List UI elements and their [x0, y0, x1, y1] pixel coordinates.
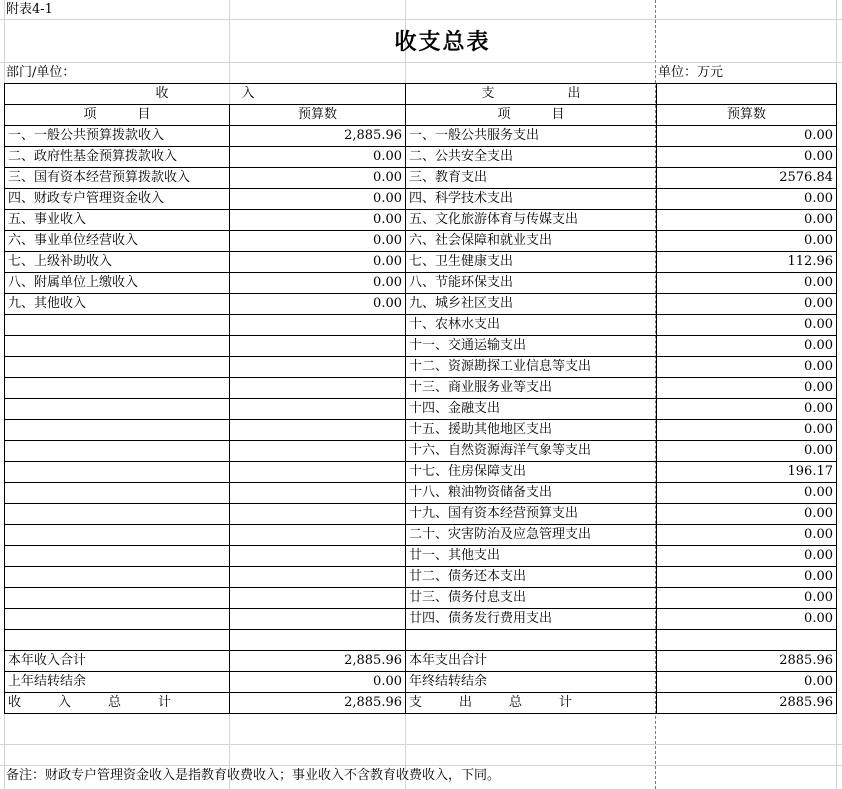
empty-cell — [5, 315, 230, 336]
empty-cell — [5, 336, 230, 357]
table-row — [5, 525, 837, 546]
expense-amount-cell: 0.00 — [657, 315, 837, 336]
income-amount-cell: 0.00 — [230, 147, 406, 168]
empty-cell — [230, 462, 406, 483]
income-item-cell: 五、事业收入 — [5, 210, 230, 231]
carryover-row — [5, 672, 837, 693]
empty-cell — [230, 567, 406, 588]
empty-cell — [5, 399, 230, 420]
expense-item-cell: 七、卫生健康支出 — [406, 252, 657, 273]
expense-amount-cell: 0.00 — [657, 357, 837, 378]
income-grand-total-row-label: 收 入 总 计 — [5, 693, 230, 714]
expense-item-cell: 一、一般公共服务支出 — [406, 126, 657, 147]
income-year-total-row-label: 本年收入合计 — [5, 651, 230, 672]
empty-cell — [230, 525, 406, 546]
expense-item-cell: 十二、资源勘探工业信息等支出 — [406, 357, 657, 378]
empty-cell — [5, 483, 230, 504]
budget-table — [4, 83, 837, 714]
empty-cell — [230, 336, 406, 357]
table-row — [5, 252, 837, 273]
table-row — [5, 336, 837, 357]
table-row — [5, 462, 837, 483]
empty-cell — [230, 588, 406, 609]
table-row — [5, 588, 837, 609]
expense-item-cell: 廿二、债务还本支出 — [406, 567, 657, 588]
expense-item-header: 项 目 — [406, 105, 657, 126]
unit-label: 单位：万元 — [658, 65, 724, 80]
column-header-row — [5, 105, 837, 126]
empty-cell — [5, 546, 230, 567]
expense-item-cell: 十、农林水支出 — [406, 315, 657, 336]
empty-cell — [406, 630, 657, 651]
empty-cell — [230, 546, 406, 567]
expense-item-cell: 八、节能环保支出 — [406, 273, 657, 294]
empty-cell — [5, 588, 230, 609]
expense-amount-cell: 0.00 — [657, 126, 837, 147]
table-row — [5, 294, 837, 315]
expense-item-cell: 二十、灾害防治及应急管理支出 — [406, 525, 657, 546]
expense-item-cell: 廿四、债务发行费用支出 — [406, 609, 657, 630]
table-row — [5, 546, 837, 567]
empty-cell — [230, 315, 406, 336]
expense-amount-cell: 0.00 — [657, 231, 837, 252]
expense-item-cell: 十六、自然资源海洋气象等支出 — [406, 441, 657, 462]
expense-amount-cell: 0.00 — [657, 273, 837, 294]
income-item-header: 项 目 — [5, 105, 230, 126]
income-item-cell: 一、一般公共预算拨款收入 — [5, 126, 230, 147]
expense-amount-cell: 112.96 — [657, 252, 837, 273]
expense-grand-total-row-amount: 2885.96 — [657, 693, 837, 714]
year-total-row — [5, 651, 837, 672]
expense-carryover-row-label: 年终结转结余 — [406, 672, 657, 693]
expense-item-cell: 五、文化旅游体育与传媒支出 — [406, 210, 657, 231]
table-row — [5, 567, 837, 588]
empty-cell — [5, 420, 230, 441]
empty-cell — [5, 462, 230, 483]
expense-item-cell: 十四、金融支出 — [406, 399, 657, 420]
income-grand-total-row-amount: 2,885.96 — [230, 693, 406, 714]
empty-cell — [230, 399, 406, 420]
expense-year-total-row-amount: 2885.96 — [657, 651, 837, 672]
section-header-row — [5, 84, 837, 105]
income-carryover-row-label: 上年结转结余 — [5, 672, 230, 693]
expense-amount-cell: 2576.84 — [657, 168, 837, 189]
income-amount-cell: 0.00 — [230, 168, 406, 189]
empty-cell — [5, 357, 230, 378]
income-carryover-row-amount: 0.00 — [230, 672, 406, 693]
expense-grand-total-row-label: 支 出 总 计 — [406, 693, 657, 714]
expense-amount-cell: 196.17 — [657, 462, 837, 483]
expense-amount-cell: 0.00 — [657, 567, 837, 588]
expense-item-cell: 廿三、债务付息支出 — [406, 588, 657, 609]
budget-table-body — [5, 84, 837, 714]
expense-amount-cell: 0.00 — [657, 441, 837, 462]
expense-amount-cell: 0.00 — [657, 147, 837, 168]
income-item-cell: 二、政府性基金预算拨款收入 — [5, 147, 230, 168]
income-year-total-row-amount: 2,885.96 — [230, 651, 406, 672]
expense-item-cell: 九、城乡社区支出 — [406, 294, 657, 315]
empty-cell — [5, 525, 230, 546]
expense-amount-cell: 0.00 — [657, 189, 837, 210]
empty-cell — [657, 630, 837, 651]
income-amount-cell: 2,885.96 — [230, 126, 406, 147]
empty-cell — [5, 609, 230, 630]
table-row — [5, 189, 837, 210]
expense-section-header: 支 出 — [406, 84, 657, 105]
expense-amount-header: 预算数 — [657, 105, 837, 126]
footnote: 备注：财政专户管理资金收入是指教育收费收入；事业收入不含教育收费收入，下同。 — [6, 768, 501, 783]
table-row — [5, 126, 837, 147]
expense-item-cell: 三、教育支出 — [406, 168, 657, 189]
income-amount-cell: 0.00 — [230, 210, 406, 231]
expense-amount-cell: 0.00 — [657, 588, 837, 609]
expense-amount-cell: 0.00 — [657, 336, 837, 357]
grand-total-row — [5, 693, 837, 714]
expense-item-cell: 十七、住房保障支出 — [406, 462, 657, 483]
expense-amount-cell: 0.00 — [657, 546, 837, 567]
empty-cell — [657, 84, 837, 105]
table-row — [5, 441, 837, 462]
table-row — [5, 147, 837, 168]
expense-amount-cell: 0.00 — [657, 210, 837, 231]
expense-item-cell: 十一、交通运输支出 — [406, 336, 657, 357]
income-amount-cell: 0.00 — [230, 294, 406, 315]
expense-item-cell: 十三、商业服务业等支出 — [406, 378, 657, 399]
empty-cell — [230, 609, 406, 630]
empty-cell — [230, 441, 406, 462]
income-amount-cell: 0.00 — [230, 231, 406, 252]
table-row — [5, 399, 837, 420]
expense-amount-cell: 0.00 — [657, 504, 837, 525]
empty-cell — [230, 630, 406, 651]
table-row — [5, 483, 837, 504]
expense-year-total-row-label: 本年支出合计 — [406, 651, 657, 672]
expense-amount-cell: 0.00 — [657, 378, 837, 399]
expense-item-cell: 十五、援助其他地区支出 — [406, 420, 657, 441]
grid-line — [0, 744, 842, 745]
empty-cell — [230, 357, 406, 378]
grid-line — [0, 19, 842, 20]
expense-item-cell: 四、科学技术支出 — [406, 189, 657, 210]
income-item-cell: 九、其他收入 — [5, 294, 230, 315]
department-label: 部门/单位： — [6, 65, 76, 80]
expense-amount-cell: 0.00 — [657, 399, 837, 420]
table-row — [5, 273, 837, 294]
income-item-cell: 三、国有资本经营预算拨款收入 — [5, 168, 230, 189]
income-section-header: 收 入 — [5, 84, 406, 105]
income-amount-header: 预算数 — [230, 105, 406, 126]
page-title: 收支总表 — [394, 29, 491, 55]
income-amount-cell: 0.00 — [230, 252, 406, 273]
table-row — [5, 231, 837, 252]
expense-item-cell: 二、公共安全支出 — [406, 147, 657, 168]
expense-item-cell: 六、社会保障和就业支出 — [406, 231, 657, 252]
empty-cell — [230, 420, 406, 441]
blank-row — [5, 630, 837, 651]
income-item-cell: 六、事业单位经营收入 — [5, 231, 230, 252]
income-item-cell: 七、上级补助收入 — [5, 252, 230, 273]
empty-cell — [5, 567, 230, 588]
expense-carryover-row-amount: 0.00 — [657, 672, 837, 693]
empty-cell — [5, 630, 230, 651]
income-item-cell: 八、附属单位上缴收入 — [5, 273, 230, 294]
expense-item-cell: 十九、国有资本经营预算支出 — [406, 504, 657, 525]
table-row — [5, 378, 837, 399]
table-row — [5, 504, 837, 525]
income-amount-cell: 0.00 — [230, 189, 406, 210]
empty-cell — [5, 441, 230, 462]
table-row — [5, 420, 837, 441]
expense-amount-cell: 0.00 — [657, 294, 837, 315]
expense-amount-cell: 0.00 — [657, 420, 837, 441]
expense-item-cell: 十八、粮油物资储备支出 — [406, 483, 657, 504]
table-row — [5, 315, 837, 336]
sheet-label: 附表4-1 — [6, 2, 53, 17]
table-row — [5, 168, 837, 189]
table-row — [5, 210, 837, 231]
empty-cell — [5, 504, 230, 525]
income-amount-cell: 0.00 — [230, 273, 406, 294]
table-row — [5, 609, 837, 630]
expense-amount-cell: 0.00 — [657, 525, 837, 546]
empty-cell — [230, 483, 406, 504]
empty-cell — [230, 378, 406, 399]
expense-item-cell: 廿一、其他支出 — [406, 546, 657, 567]
income-item-cell: 四、财政专户管理资金收入 — [5, 189, 230, 210]
expense-amount-cell: 0.00 — [657, 483, 837, 504]
empty-cell — [5, 378, 230, 399]
empty-cell — [230, 504, 406, 525]
expense-amount-cell: 0.00 — [657, 609, 837, 630]
table-row — [5, 357, 837, 378]
